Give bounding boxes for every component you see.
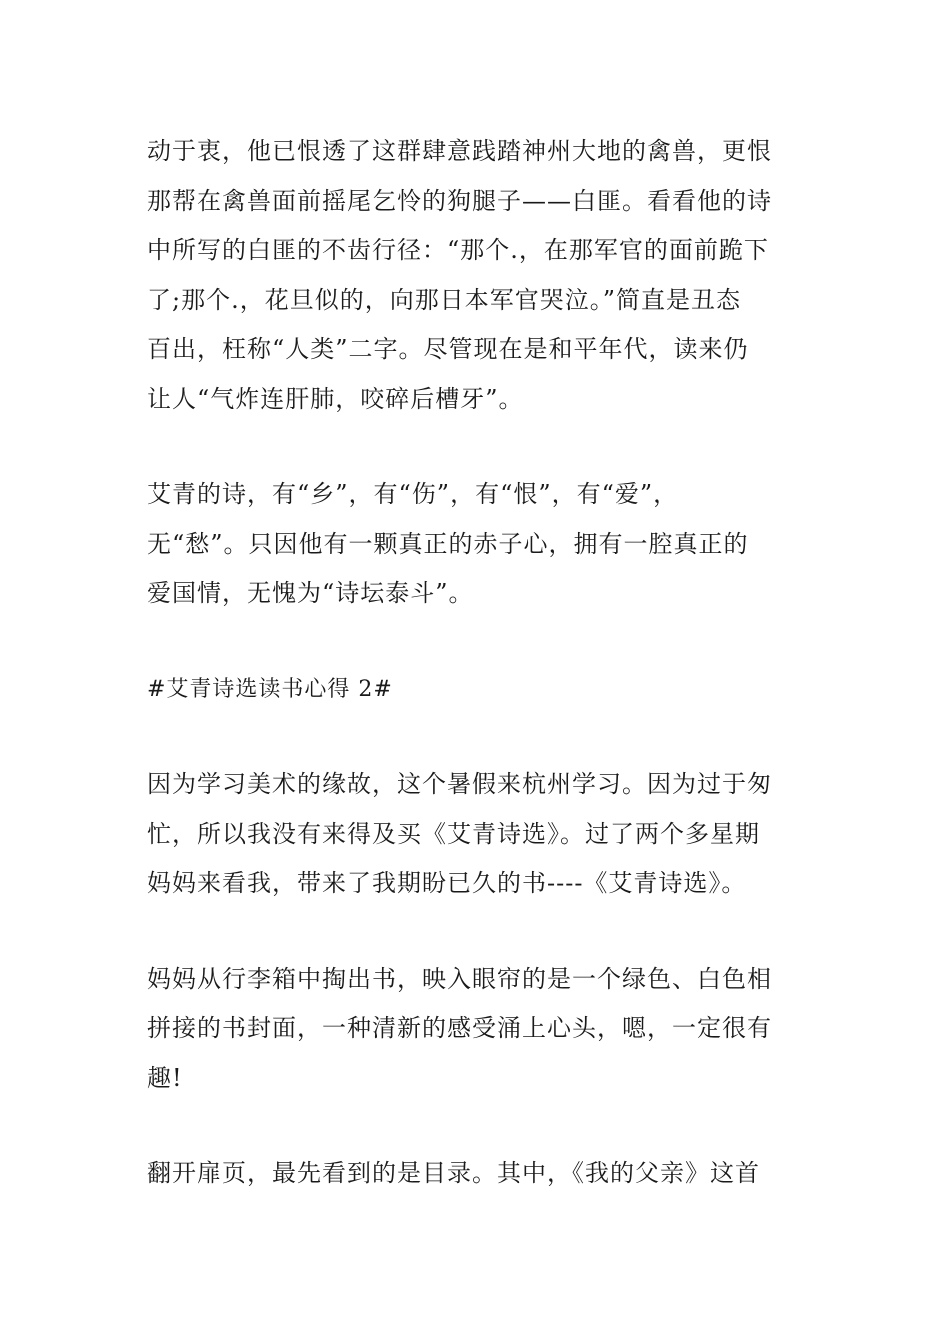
paragraph-2 xyxy=(147,470,807,619)
text-line: 翻开扉页，最先看到的是目录。其中，《我的父亲》这首 xyxy=(147,1159,760,1187)
text-line: 百出，枉称“人类”二字。尽管现在是和平年代，读来仍 xyxy=(147,335,749,363)
text-line: 了;那个.，花旦似的，向那日本军官哭泣。”简直是丑态 xyxy=(147,285,741,314)
text-line: 趣! xyxy=(147,1063,183,1092)
text-line: 让人“气炸连肝肺，咬碎后槽牙”。 xyxy=(147,384,524,413)
text-line: 因为学习美术的缘故，这个暑假来杭州学习。因为过于匆 xyxy=(147,770,772,798)
text-line: 那帮在禽兽面前摇尾乞怜的狗腿子——白匪。看看他的诗 xyxy=(147,186,772,215)
paragraph-4 xyxy=(147,955,807,1104)
paragraph-5 xyxy=(147,1149,807,1199)
text-line: 动于衷，他已恨透了这群肆意践踏神州大地的禽兽，更恨 xyxy=(147,137,772,165)
text-line: 拼接的书封面，一种清新的感受涌上心头，嗯，一定很有 xyxy=(147,1014,772,1042)
paragraph-3 xyxy=(147,760,807,909)
section-heading: #艾青诗选读书心得 2# xyxy=(147,676,393,702)
text-line: 妈妈从行李箱中掏出书，映入眼帘的是一个绿色、白色相 xyxy=(147,964,772,993)
text-line: 妈妈来看我，带来了我期盼已久的书----《艾青诗选》。 xyxy=(147,869,747,897)
text-line: 中所写的白匪的不齿行径：“那个.，在那军官的面前跪下 xyxy=(147,236,769,264)
text-line: 忙，所以我没有来得及买《艾青诗选》。过了两个多星期 xyxy=(147,819,760,848)
text-line: 艾青的诗，有“乡”，有“伤”，有“恨”，有“爱”， xyxy=(147,480,679,508)
text-line: 爱国情，无愧为“诗坛泰斗”。 xyxy=(147,579,474,607)
text-line: 无“愁”。只因他有一颗真正的赤子心，拥有一腔真正的 xyxy=(147,529,749,558)
document-body xyxy=(147,127,807,1245)
paragraph-1 xyxy=(147,127,807,424)
